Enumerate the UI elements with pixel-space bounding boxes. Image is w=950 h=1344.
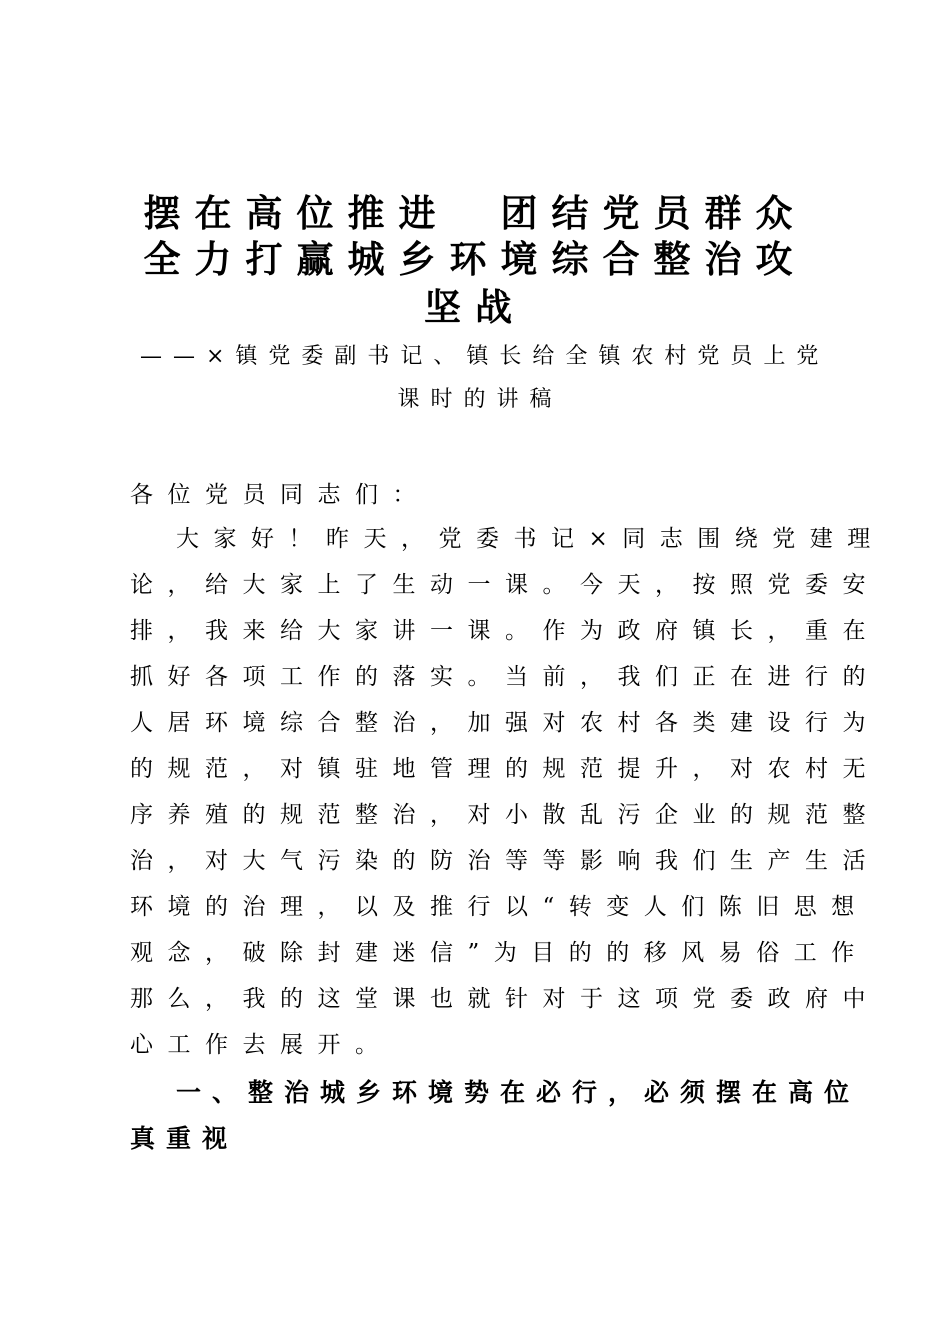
paragraph-line: 那么，我的这堂课也就针对于这项党委政府中: [130, 986, 880, 1012]
paragraph-line: 抓好各项工作的落实。当前，我们正在进行的: [130, 664, 880, 690]
paragraph-line: 论，给大家上了生动一课。今天，按照党委安: [130, 572, 880, 598]
section-heading-line-1: 一、整治城乡环境势在必行，必须摆在高位: [176, 1078, 861, 1107]
subtitle-line-2: 课时的讲稿: [397, 387, 563, 412]
title-line-1: 摆在高位推进 团结党员群众: [143, 191, 807, 235]
paragraph-line: 排，我来给大家讲一课。作为政府镇长，重在: [130, 618, 880, 644]
title-line-3: 坚战: [424, 285, 526, 329]
paragraph-line: 观念，破除封建迷信”为目的的移风易俗工作: [130, 940, 869, 966]
paragraph-line: 的规范，对镇驻地管理的规范提升，对农村无: [130, 756, 880, 782]
greeting-text: 各位党员同志们：: [130, 482, 430, 508]
body-paragraph: [130, 516, 885, 1068]
section-heading-line-2: 真重视: [130, 1124, 239, 1153]
subtitle-line-1: ——×镇党委副书记、镇长给全镇农村党员上党: [140, 344, 830, 369]
paragraph-line: 序养殖的规范整治，对小散乱污企业的规范整: [130, 802, 880, 828]
paragraph-line: 环境的治理，以及推行以“转变人们陈旧思想: [130, 894, 869, 920]
paragraph-line: 大家好！昨天，党委书记×同志围绕党建理: [176, 526, 885, 552]
paragraph-line: 心工作去展开。: [130, 1032, 393, 1058]
title-line-2: 全力打赢城乡环境综合整治攻: [143, 237, 807, 281]
greeting: [130, 472, 830, 518]
section-heading: [130, 1070, 861, 1162]
paragraph-line: 治，对大气污染的防治等等影响我们生产生活: [130, 848, 880, 874]
paragraph-line: 人居环境综合整治，加强对农村各类建设行为: [130, 710, 880, 736]
